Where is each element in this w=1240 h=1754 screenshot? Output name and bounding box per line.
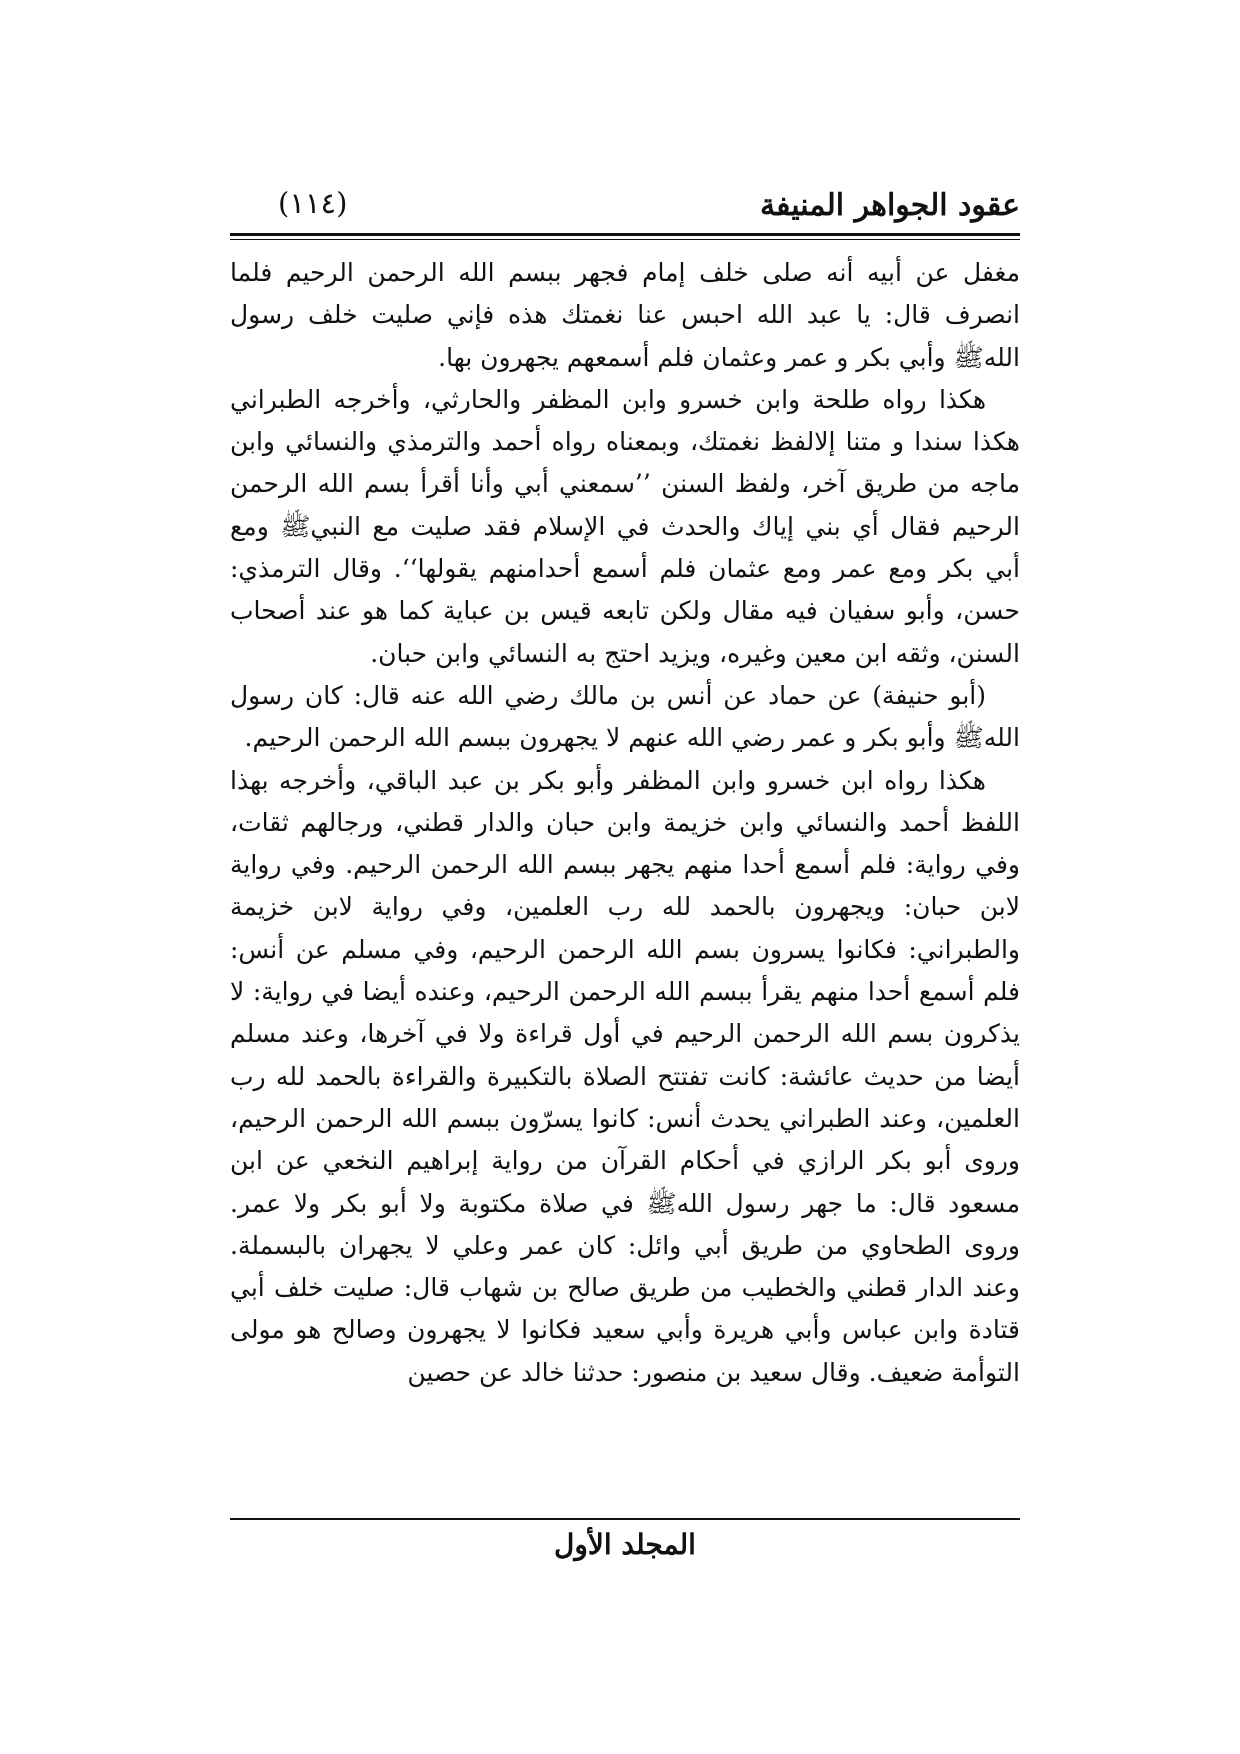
page-header — [230, 182, 1020, 230]
paragraph-4: هكذا رواه ابن خسرو وابن المظفر وأبو بكر بن عبد الباقي، وأخرجه بهذا اللفظ أحمد والنسائي وابن خزيمة وابن حبان والدار قطني، ورجالهم ثقات، وفي رواية: فلم أسمع أحدا منهم يجهر ببسم الله الرحمن الرحيم. وفي رواية لابن حبان: ويجهرون بالحمد لله رب العلمين، وفي رواية لابن خزيمة والطبراني: فكانوا يسرون بسم الله الرحمن الرحيم، وفي مسلم عن أنس: فلم أسمع أحدا منهم يقرأ ببسم الله الرحمن الرحيم، وعنده أيضا في رواية: لا يذكرون بسم الله الرحمن الرحيم في أول قراءة ولا في آخرها، وعند مسلم أيضا من حديث عائشة: كانت تفتتح الصلاة بالتكبيرة والقراءة بالحمد لله رب العلمين، وعند الطبراني يحدث أنس: كانوا يسرّون ببسم الله الرحمن الرحيم، وروى أبو بكر الرازي في أحكام القرآن من رواية إبراهيم النخعي عن ابن مسعود قال: ما جهر رسول اللهﷺ في صلاة مكتوبة ولا أبو بكر ولا عمر. وروى الطحاوي من طريق أبي وائل: كان عمر وعلي لا يجهران بالبسملة. وعند الدار قطني والخطيب من طريق صالح بن شهاب قال: صليت خلف أبي قتادة وابن عباس وأبي هريرة وأبي سعيد فكانوا لا يجهرون وصالح هو مولى التوأمة ضعيف. وقال سعيد بن منصور: حدثنا خالد عن حصين — [230, 765, 1020, 1387]
volume-footer: المجلد الأول — [554, 1528, 696, 1561]
page-number: (١١٤) — [278, 186, 348, 220]
footer-rule — [230, 1518, 1020, 1520]
paragraph-3: (أبو حنيفة) عن حماد عن أنس بن مالك رضي الله عنه قال: كان رسول اللهﷺ وأبو بكر و عمر رضي الله عنهم لا يجهرون ببسم الله الرحمن الرحيم. — [230, 680, 1020, 753]
paragraph-2: هكذا رواه طلحة وابن خسرو وابن المظفر والحارثي، وأخرجه الطبراني هكذا سندا و متنا إلالفظ نغمتك، وبمعناه رواه أحمد والترمذي والنسائي وابن ماجه من طريق آخر، ولفظ السنن ’’سمعني أبي وأنا أقرأ بسم الله الرحمن الرحيم فقال أي بني إياك والحدث في الإسلام فقد صليت مع النبيﷺ ومع أبي بكر ومع عمر ومع عثمان فلم أسمع أحدامنهم يقولها‘‘. وقال الترمذي: حسن، وأبو سفيان فيه مقال ولكن تابعه قيس بن عباية كما هو عند أصحاب السنن، وثقه ابن معين وغيره، ويزيد احتج به النسائي وابن حبان. — [230, 384, 1020, 668]
body-text — [230, 252, 1020, 1510]
paragraph-1: مغفل عن أبيه أنه صلى خلف إمام فجهر ببسم الله الرحمن الرحيم فلما انصرف قال: يا عبد الله احبس عنا نغمتك هذه فإني صليت خلف رسول اللهﷺ وأبي بكر و عمر وعثمان فلم أسمعهم يجهرون بها. — [230, 258, 1020, 372]
header-rule-thick — [230, 233, 1020, 236]
book-title: عقود الجواهر المنيفة — [759, 188, 1020, 223]
header-rule-thin — [230, 239, 1020, 240]
